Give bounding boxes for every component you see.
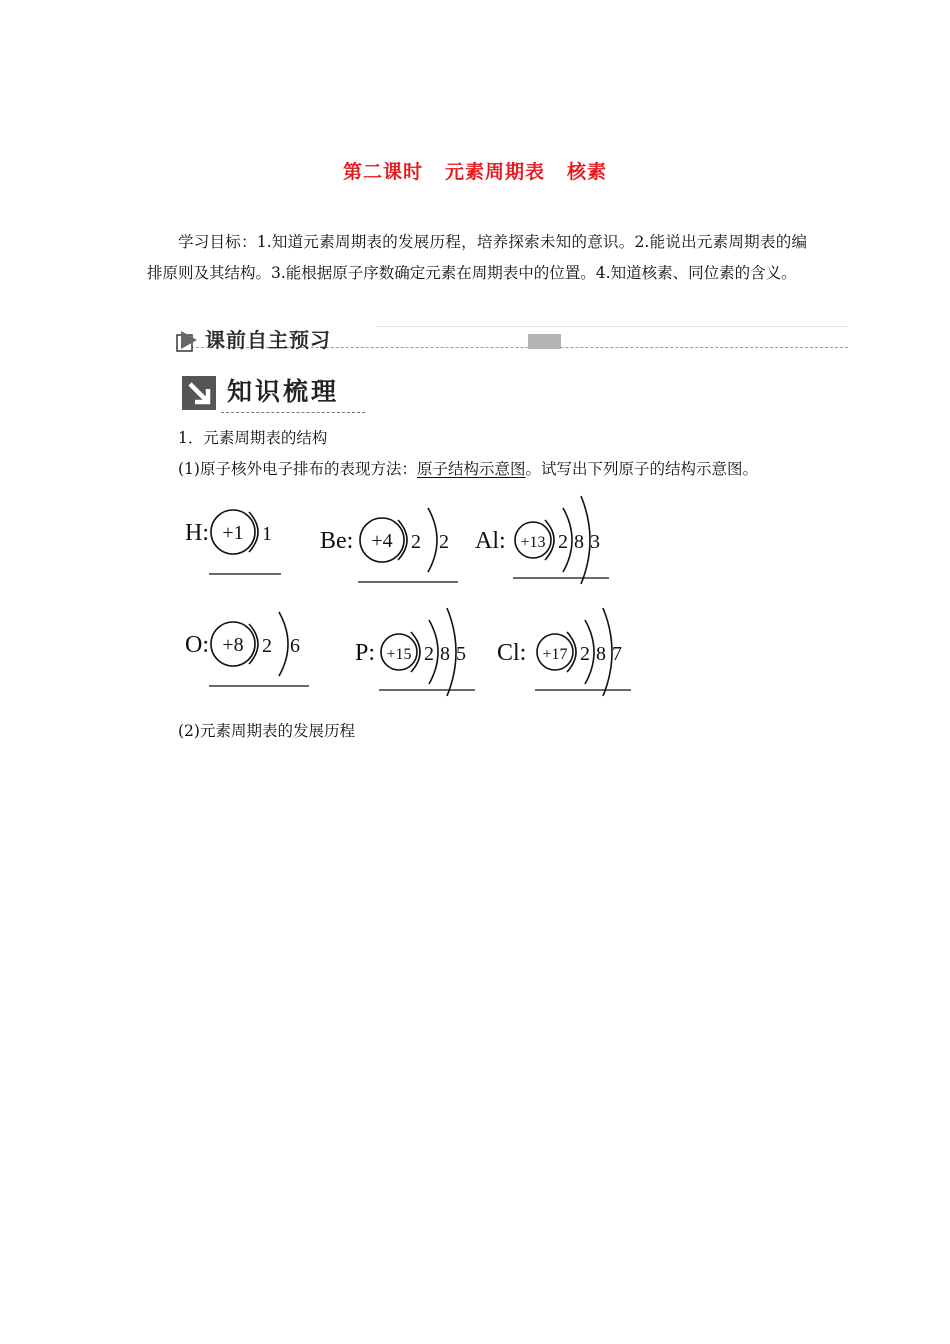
- electron-count: 2: [411, 531, 421, 553]
- electron-count: 2: [424, 643, 434, 665]
- atom-symbol: Al:: [475, 528, 506, 554]
- question-1-prefix: (1)原子核外电子排布的表现方法：: [178, 460, 417, 478]
- atom-symbol: Cl:: [497, 640, 527, 666]
- page-title: [0, 157, 950, 184]
- question-1: [178, 458, 758, 480]
- nucleus-charge: +13: [520, 534, 546, 551]
- electron-count: 7: [612, 643, 622, 665]
- electron-shell-arc: [567, 632, 576, 672]
- electron-count: 8: [596, 643, 606, 665]
- nucleus-charge: +1: [222, 522, 244, 544]
- down-right-arrow-icon: [182, 376, 216, 410]
- electron-count: 2: [580, 643, 590, 665]
- question-1-answer: 原子结构示意图: [416, 460, 526, 478]
- knowledge-heading: [179, 373, 365, 413]
- knowledge-label: 知识梳理: [227, 377, 340, 406]
- electron-count: 2: [439, 531, 449, 553]
- atom-symbol: H:: [185, 520, 209, 546]
- atom-diagram-p: [355, 608, 475, 696]
- banner-grey-block: [528, 334, 561, 349]
- question-1-suffix: 。试写出下列原子的结构示意图。: [525, 460, 758, 478]
- electron-shell-arc: [545, 520, 554, 560]
- electron-shell-arc: [411, 632, 420, 672]
- atom-diagram-h: [185, 510, 281, 574]
- section-banner: [176, 326, 848, 352]
- electron-count: 8: [440, 643, 450, 665]
- section1-heading: 1．元素周期表的结构: [178, 429, 328, 447]
- arrow-frame-icon: [176, 330, 198, 352]
- learning-objectives: 学习目标：1.知道元素周期表的发展历程，培养探索未知的意识。2.能说出元素周期表的编排原则及其结构。3.能根据原子序数确定元素在周期表中的位置。4.知道核素、同位素的含义。: [147, 233, 807, 282]
- section2-heading: (2)元素周期表的发展历程: [178, 722, 355, 740]
- nucleus-charge: +4: [371, 530, 393, 552]
- electron-count: 3: [590, 531, 600, 553]
- electron-count: 5: [456, 643, 466, 665]
- electron-count: 2: [558, 531, 568, 553]
- electron-shell-arc: [428, 508, 437, 572]
- atom-diagram-be: [320, 508, 458, 582]
- nucleus-charge: +8: [222, 634, 244, 656]
- electron-count: 6: [290, 635, 300, 657]
- atom-symbol: Be:: [320, 528, 354, 554]
- electron-count: 1: [262, 523, 272, 545]
- nucleus-charge: +17: [542, 646, 568, 663]
- electron-shell-arc: [279, 612, 288, 676]
- title-part-nuclide: 核素: [567, 161, 608, 183]
- banner-top-rule: [376, 326, 848, 327]
- title-part-topic: 元素周期表: [444, 161, 545, 183]
- banner-label: 课前自主预习: [205, 328, 331, 352]
- atom-diagram-cl: [497, 608, 631, 696]
- nucleus-charge: +15: [386, 646, 412, 663]
- atom-diagrams: [175, 494, 645, 714]
- electron-count: 8: [574, 531, 584, 553]
- title-part-lesson: 第二课时: [342, 161, 423, 183]
- atom-diagram-al: [475, 496, 609, 584]
- atom-symbol: P:: [355, 640, 376, 666]
- atom-diagram-o: [185, 612, 309, 686]
- knowledge-underline: [221, 412, 365, 413]
- atom-symbol: O:: [185, 632, 209, 658]
- electron-count: 2: [262, 635, 272, 657]
